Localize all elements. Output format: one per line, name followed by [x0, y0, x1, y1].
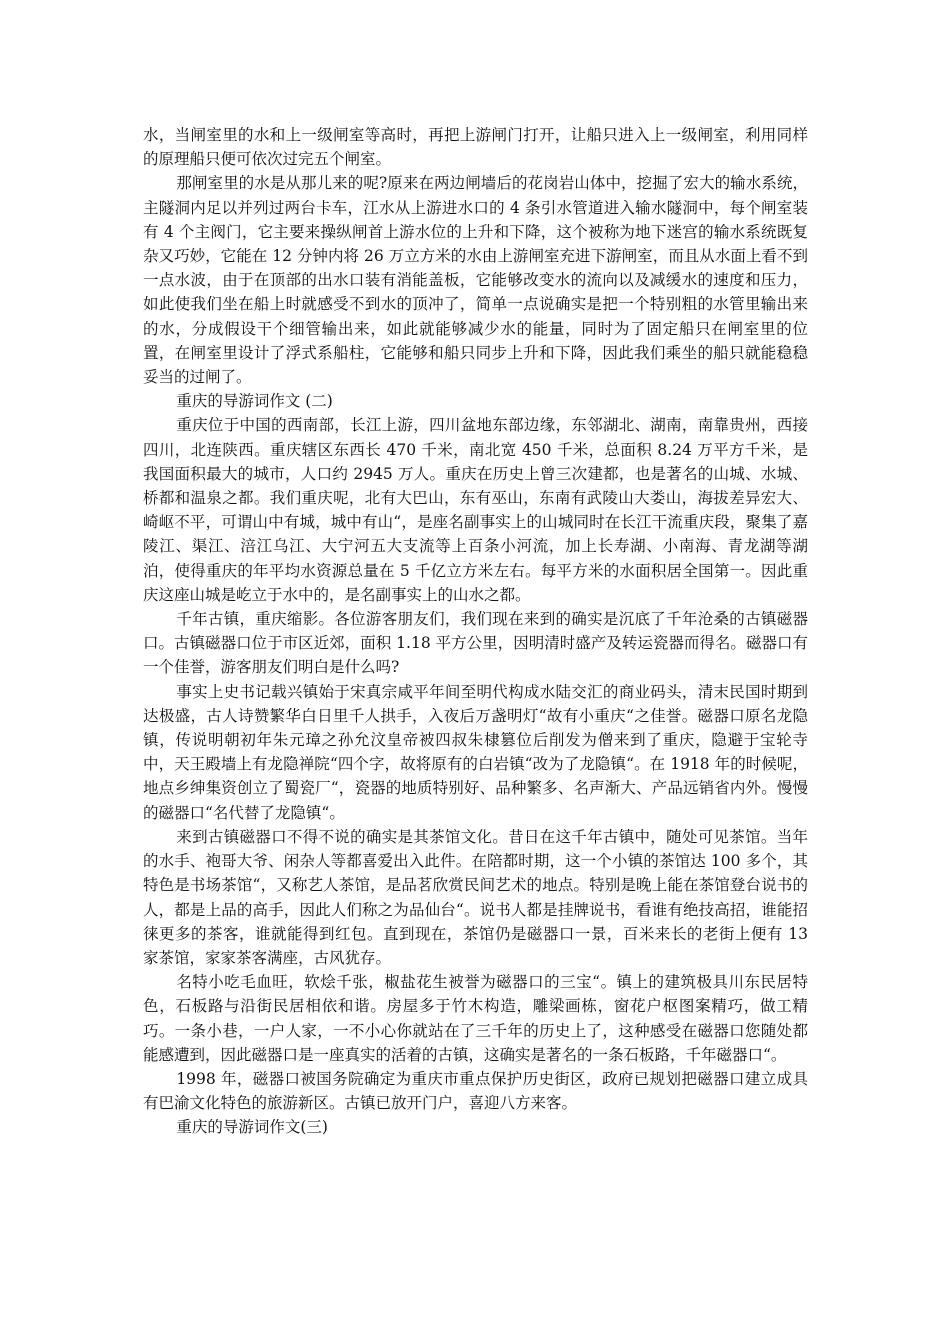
- paragraph-chongqing-overview: 重庆位于中国的西南部，长江上游，四川盆地东部边缘，东邻湖北、湖南，南靠贵州，西接四川，北连陕西。重庆辖区东西长 470 千米，南北宽 450 千米，总面积 8.24 万平方千米，是我国面积最大的城市，人口约 2945 万人。重庆在历史上曾三次建都，也是著名的山城、水城、桥都和温泉之都。我们重庆呢，北有大巴山，东有巫山，东南有武陵山大娄山，海拔差异宏大、崎岖不平，可谓山中有城，城中有山“，是座名副事实上的山城同时在长江干流重庆段，聚集了嘉陵江、渠江、涪江乌江、大宁河五大支流等上百条小河流，加上长寿湖、小南海、青龙湖等湖泊，使得重庆的年平均水资源总量在 5 千亿立方米左右。每平方米的水面积居全国第一。因此重庆这座山城是屹立于水中的，是名副事实上的山水之都。: [143, 416, 808, 604]
- paragraph-ciqikou-intro: 千年古镇，重庆缩影。各位游客朋友们，我们现在来到的确实是沉底了千年沧桑的古镇磁器口。古镇磁器口位于市区近郊，面积 1.18 平方公里，因明清时盛产及转运瓷器而得名。磁器口有一个佳誉，游客朋友们明白是什么吗?: [143, 610, 808, 677]
- paragraph-protection-1998: 1998 年，磁器口被国务院确定为重庆市重点保护历史街区，政府已规划把磁器口建立成具有巴渝文化特色的旅游新区。古镇已放开门户，喜迎八方来客。: [143, 1069, 808, 1113]
- paragraph-teahouse-culture: 来到古镇磁器口不得不说的确实是其茶馆文化。昔日在这千年古镇中，随处可见茶馆。当年的水手、袍哥大爷、闲杂人等都喜爱出入此件。在陪都时期，这一个小镇的茶馆达 100 多个，其特色是书场茶馆“，又称艺人茶馆，是品茗欣赏民间艺术的地点。特别是晚上能在茶馆登台说书的人，都是上品的高手，因此人们称之为品仙台“。说书人都是挂牌说书，看谁有绝技高招，谁能招徕更多的茶客，谁就能得到红包。直到现在，茶馆仍是磁器口一景，百米来长的老街上便有 13 家茶馆，家家茶客满座，古风犹存。: [143, 827, 808, 967]
- section-heading-two: 重庆的导游词作文 (二): [176, 392, 333, 411]
- paragraph-ciqikou-history: 事实上史书记载兴镇始于宋真宗咸平年间至明代构成水陆交汇的商业码头，清末民国时期到达极盛，古人诗赞繁华白日里千人拱手，入夜后万盏明灯“故有小重庆“之佳誉。磁器口原名龙隐镇，传说明朝初年朱元璋之孙允汶皇帝被四叔朱棣篡位后削发为僧来到了重庆，隐避于宝轮寺中，天王殿墙上有龙隐禅院“四个字，故将原有的白岩镇“改为了龙隐镇“。在 1918 年的时候呢，地点乡绅集资创立了蜀瓷厂“，瓷器的地质特别好、品种繁多、名声渐大、产品远销省内外。慢慢的磁器口“名代替了龙隐镇“。: [143, 682, 808, 822]
- document-body: [143, 123, 808, 1140]
- paragraph-local-snacks: 名特小吃毛血旺，软烩千张，椒盐花生被誉为磁器口的三宝“。镇上的建筑极具川东民居特色，石板路与沿街民居相依和谐。房屋多于竹木构造，雕梁画栋，窗花户枢图案精巧，做工精巧。一条小巷，一户人家，一不小心你就站在了三千年的历史上了，这种感受在磁器口您随处都能感遭到，因此磁器口是一座真实的活着的古镇，这确实是著名的一条石板路，千年磁器口“。: [143, 973, 808, 1064]
- paragraph-lock-water-intro: 水，当闸室里的水和上一级闸室等高时，再把上游闸门打开，让船只进入上一级闸室，利用同样的原理船只便可依次过完五个闸室。: [143, 126, 808, 169]
- paragraph-water-system: 那闸室里的水是从那儿来的呢?原来在两边闸墙后的花岗岩山体中，挖掘了宏大的输水系统，主隧洞内足以并列过两台卡车，江水从上游进水口的 4 条引水管道进入输水隧洞中，每个闸室装有 4 个主阀门，它主要来操纵闸首上游水位的上升和下降，这个被称为地下迷宫的输水系统既复杂又巧妙，它能在 12 分钟内将 26 万立方米的水由上游闸室充进下游闸室，而且从水面上看不到一点水波，由于在顶部的出水口装有消能盖板，它能够改变水的流向以及减缓水的速度和压力，如此使我们坐在船上时就感受不到水的顶冲了，简单一点说确实是把一个特别粗的水管里输出来的水，分成假设干个细管输出来，如此就能够减少水的能量，同时为了固定船只在闸室里的位置，在闸室里设计了浮式系船柱，它能够和船只同步上升和下降，因此我们乘坐的船只就能稳稳妥当的过闸了。: [143, 174, 808, 387]
- section-heading-three: 重庆的导游词作文(三): [176, 1118, 328, 1137]
